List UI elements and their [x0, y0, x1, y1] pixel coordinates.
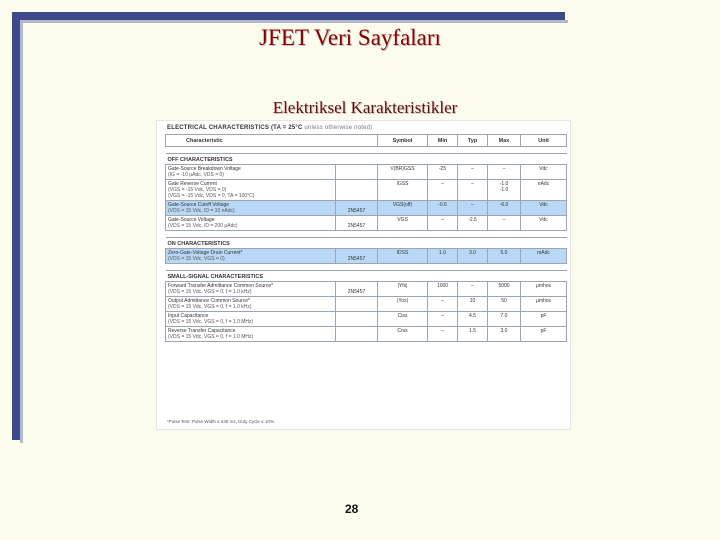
test-condition: (VDS = 15 Vdc, VGS = 0, f = 1.0 MHz) [168, 334, 254, 340]
characteristic-name: Gate-Source Cutoff Voltage [168, 202, 230, 208]
typ-cell: – [458, 165, 488, 180]
table-row [166, 180, 567, 201]
typ-cell: – [458, 282, 488, 297]
part-number-cell [336, 165, 378, 180]
slide-frame-left [12, 12, 20, 440]
symbol-cell: Ciss [378, 312, 428, 327]
characteristic-name: Gate Reverse Current [168, 181, 217, 187]
characteristic-cell [166, 216, 336, 231]
unit-cell: Vdc [521, 201, 567, 216]
table-row [166, 249, 567, 264]
characteristics-table [165, 134, 567, 342]
test-condition: (VDS = 15 Vdc, VGS = 0, f = 1.0 kHz) [168, 289, 252, 295]
slide-title: JFET Veri Sayfaları [259, 25, 441, 50]
section-title: SMALL-SIGNAL CHARACTERISTICS [166, 271, 567, 282]
column-header: Characteristic [166, 135, 378, 147]
characteristic-cell [166, 327, 336, 342]
unit-cell: mAdc [521, 249, 567, 264]
max-value: – [502, 217, 506, 223]
characteristic-cell [166, 165, 336, 180]
min-cell: – [428, 297, 458, 312]
section-gap-cell [166, 264, 567, 271]
max-value-2: -1.0 [499, 187, 509, 193]
unit-cell: pF [521, 327, 567, 342]
test-condition: (VDS = 15 Vdc, ID = 10 nAdc) [168, 208, 235, 214]
max-value: 5000 [498, 283, 510, 289]
section-gap [166, 231, 567, 238]
symbol-cell: |Yfs| [378, 282, 428, 297]
max-value: – [502, 166, 506, 172]
typ-cell: 1.5 [458, 327, 488, 342]
section-gap-cell [166, 147, 567, 154]
part-number-cell: 2N5457 [336, 249, 378, 264]
table-row [166, 216, 567, 231]
datasheet-heading-note: unless otherwise noted) [304, 125, 373, 131]
min-cell: – [428, 327, 458, 342]
column-header: Symbol [378, 135, 428, 147]
max-cell [488, 165, 521, 180]
test-condition-2: (VGS = -15 Vdc, VDS = 0, TA = 100°C) [168, 193, 255, 199]
test-condition: (IG = -10 μAdc, VDS = 0) [168, 172, 224, 178]
symbol-cell: VGS(off) [378, 201, 428, 216]
min-cell: 1000 [428, 282, 458, 297]
table-row [166, 312, 567, 327]
min-cell: – [428, 216, 458, 231]
symbol-cell: VGS [378, 216, 428, 231]
slide-frame-left-shadow [20, 20, 23, 443]
min-cell: – [428, 180, 458, 201]
max-value: -6.0 [499, 202, 509, 208]
column-header: Typ [458, 135, 488, 147]
characteristic-name: Output Admittance Common Source* [168, 298, 250, 304]
table-row [166, 297, 567, 312]
max-cell [488, 312, 521, 327]
section-title-row [166, 154, 567, 165]
min-cell: -25 [428, 165, 458, 180]
slide-frame-top [12, 12, 565, 20]
column-header: Max [488, 135, 521, 147]
part-number-cell [336, 297, 378, 312]
table-header-row [166, 135, 567, 147]
characteristic-name: Gate-Source Voltage [168, 217, 215, 223]
table-row [166, 201, 567, 216]
section-gap [166, 147, 567, 154]
characteristic-name: Input Capacitance [168, 313, 209, 319]
page-number: 28 [345, 502, 359, 516]
section-title-row [166, 271, 567, 282]
section-gap-cell [166, 231, 567, 238]
max-cell [488, 327, 521, 342]
max-value: 5.0 [500, 250, 508, 256]
min-cell: 1.0 [428, 249, 458, 264]
slide-subtitle: Elektriksel Karakteristikler [272, 98, 458, 117]
max-cell [488, 282, 521, 297]
unit-cell: Vdc [521, 216, 567, 231]
datasheet-heading-text: ELECTRICAL CHARACTERISTICS (TA = 25°C [167, 125, 303, 131]
typ-cell: – [458, 180, 488, 201]
column-header: Min [428, 135, 458, 147]
datasheet-footnote: *Pulse Test: Pulse Width ≤ 630 ms, Duty Cycle ≤ 10%. [167, 419, 276, 424]
symbol-cell: IGSS [378, 180, 428, 201]
max-value: 50 [501, 298, 507, 304]
part-number-cell [336, 180, 378, 201]
characteristic-cell [166, 312, 336, 327]
part-number-cell [336, 327, 378, 342]
unit-cell: Vdc [521, 165, 567, 180]
table-row [166, 327, 567, 342]
characteristic-cell [166, 180, 336, 201]
max-cell [488, 180, 521, 201]
test-condition: (VDS = 15 Vdc, ID = 200 μAdc) [168, 223, 238, 229]
section-title: ON CHARACTERISTICS [166, 238, 567, 249]
min-cell: – [428, 312, 458, 327]
characteristic-name: Gate-Source Breakdown Voltage [168, 166, 241, 172]
characteristic-cell [166, 297, 336, 312]
symbol-cell: IDSS [378, 249, 428, 264]
section-title: OFF CHARACTERISTICS [166, 154, 567, 165]
characteristic-cell [166, 282, 336, 297]
min-cell: -0.5 [428, 201, 458, 216]
part-number-cell: 2N5457 [336, 282, 378, 297]
table-row [166, 282, 567, 297]
max-value: 3.0 [500, 328, 508, 334]
max-cell [488, 216, 521, 231]
max-value: 7.0 [500, 313, 508, 319]
slide-frame-top-shadow [20, 20, 568, 23]
test-condition: (VDS = 15 Vdc, VGS = 0) [168, 256, 225, 262]
typ-cell: 3.0 [458, 249, 488, 264]
unit-cell: nAdc [521, 180, 567, 201]
characteristic-name: Forward Transfer Admittance Common Source* [168, 283, 274, 289]
typ-cell: – [458, 201, 488, 216]
typ-cell: 4.5 [458, 312, 488, 327]
datasheet-heading [167, 125, 372, 131]
part-number-cell [336, 312, 378, 327]
unit-cell: pF [521, 312, 567, 327]
test-condition: (VGS = -15 Vdc, VDS = 0) [168, 187, 227, 193]
typ-cell: 10 [458, 297, 488, 312]
characteristic-name: Reverse Transfer Capacitance [168, 328, 236, 334]
table-row [166, 165, 567, 180]
part-number-cell: 2N5457 [336, 201, 378, 216]
max-cell [488, 249, 521, 264]
section-gap [166, 264, 567, 271]
section-title-row [166, 238, 567, 249]
unit-cell: μmhos [521, 282, 567, 297]
symbol-cell: |Yos| [378, 297, 428, 312]
test-condition: (VDS = 15 Vdc, VGS = 0, f = 1.0 MHz) [168, 319, 254, 325]
symbol-cell: Crss [378, 327, 428, 342]
characteristic-name: Zero-Gate-Voltage Drain Current* [168, 250, 243, 256]
test-condition: (VDS = 15 Vdc, VGS = 0, f = 1.0 kHz) [168, 304, 252, 310]
characteristic-cell [166, 249, 336, 264]
max-cell [488, 201, 521, 216]
datasheet-image [156, 120, 571, 430]
typ-cell: -2.5 [458, 216, 488, 231]
max-cell [488, 297, 521, 312]
unit-cell: μmhos [521, 297, 567, 312]
part-number-cell: 2N5457 [336, 216, 378, 231]
symbol-cell: V(BR)GSS [378, 165, 428, 180]
characteristic-cell [166, 201, 336, 216]
max-value: -1.0 [499, 181, 509, 187]
column-header: Unit [521, 135, 567, 147]
